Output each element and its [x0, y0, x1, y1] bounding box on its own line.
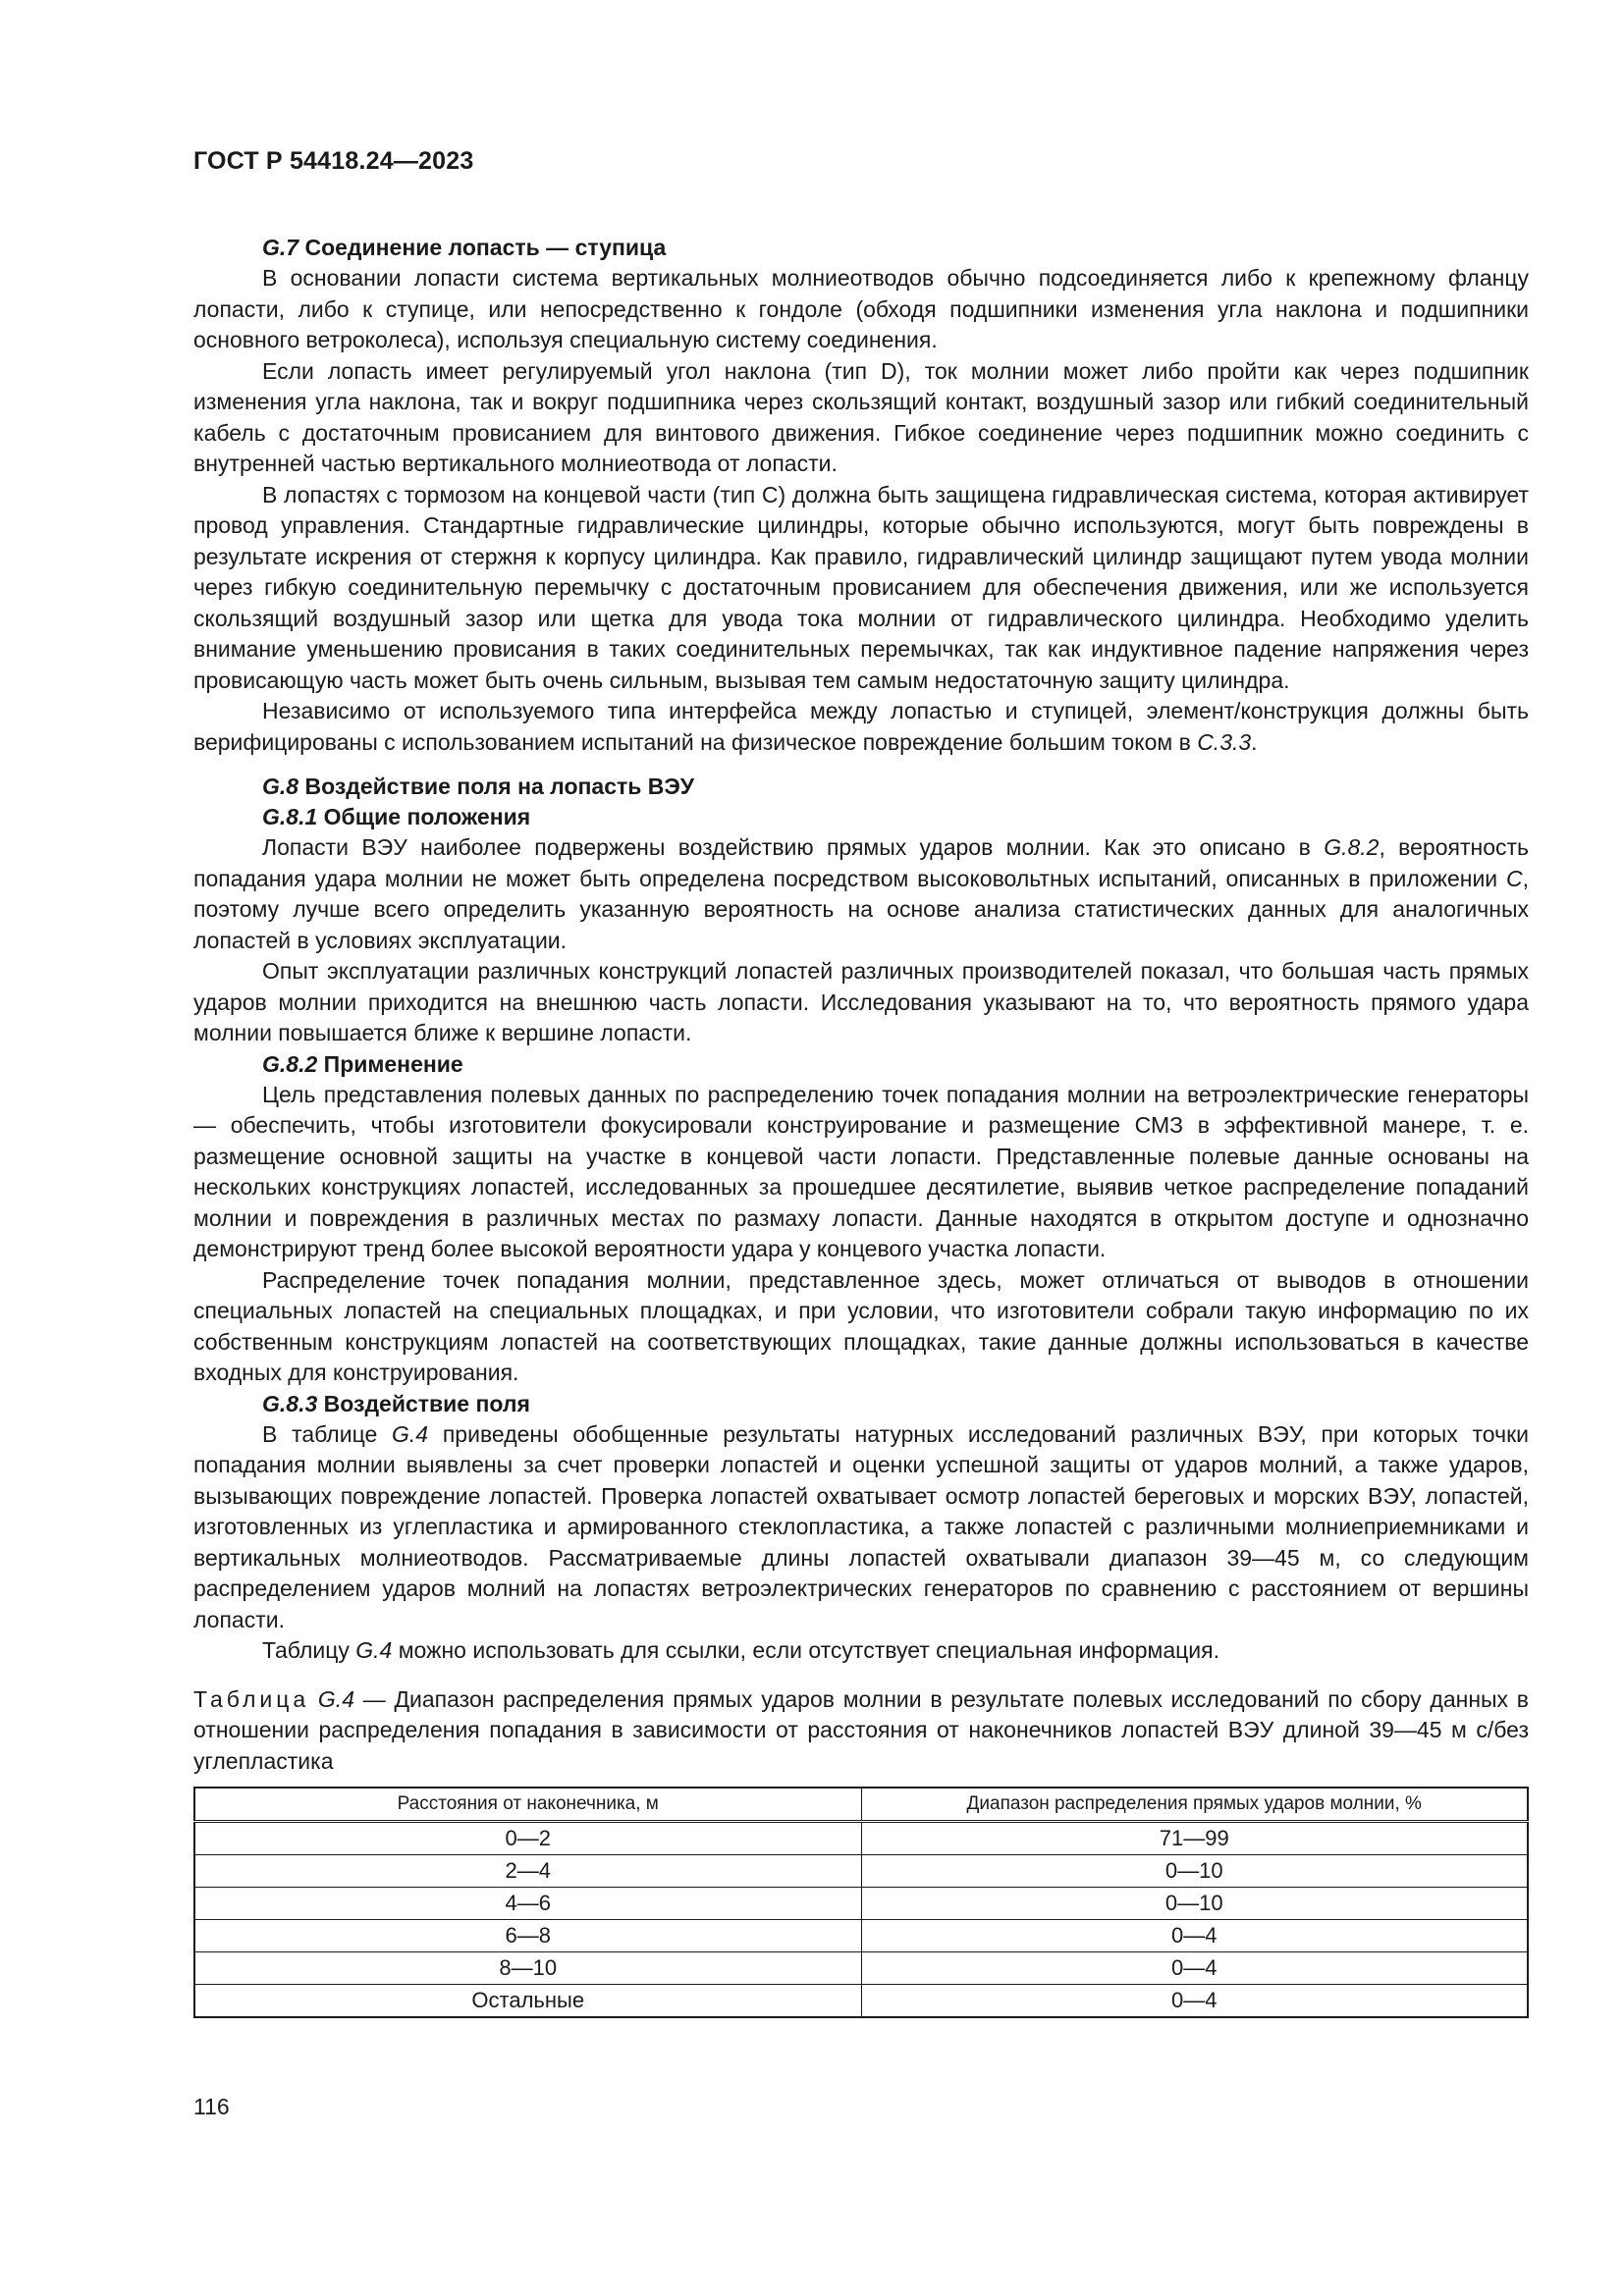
section-heading [193, 233, 1529, 263]
table-row [194, 1888, 1528, 1920]
paragraph-text: В таблице [262, 1420, 393, 1447]
body-paragraph [193, 832, 1529, 956]
body-paragraph [193, 1080, 1529, 1265]
paragraph-text: Если лопасть имеет регулируемый угол наклона (тип D), ток молнии может либо пройти как через подшипник изменения угла наклона, так и вокруг подшипника через скользящий контакт, воздушный зазор или гибкий соединительный кабель с достаточным провисанием для винтового движения. Гибкое соединение через подшипник можно соединить с внутренней частью вертикального молниеотвода от лопасти. [193, 357, 1529, 476]
section-number: G.8.2 [262, 1050, 318, 1077]
paragraph-text: Таблицу [262, 1637, 356, 1663]
section-number: G.8.3 [262, 1390, 318, 1416]
table-row [194, 1822, 1528, 1855]
document-id-header: ГОСТ Р 54418.24—2023 [193, 147, 474, 175]
header-distribution: Диапазон распределения прямых ударов молнии, % [861, 1788, 1528, 1822]
cross-reference: G.4 [355, 1637, 393, 1663]
page-number: 116 [193, 2094, 230, 2119]
distribution-cell: 0—4 [861, 1952, 1528, 1985]
table-header-row [194, 1788, 1528, 1822]
body-paragraph [193, 1635, 1529, 1667]
table-caption-word: Таблица [193, 1685, 310, 1712]
document-body [193, 233, 1529, 1667]
section-heading [193, 772, 1529, 802]
distribution-cell: 0—4 [861, 1985, 1528, 2018]
cross-reference: С.3.3 [1197, 728, 1252, 755]
table-caption-number: G.4 [317, 1685, 354, 1712]
paragraph-text: можно использовать для ссылки, если отсутствует специальная информация. [392, 1637, 1219, 1663]
distribution-cell: 71—99 [861, 1822, 1528, 1855]
paragraph-text: Распределение точек попадания молнии, представленное здесь, может отличаться от выводов в отношении специальных лопастей на специальных площадках, и при условии, что изготовители собрали такую информацию по их собственным конструкциям лопастей на соответствующих площадках, такие данные должны использоваться в качестве входных для конструирования. [193, 1266, 1529, 1385]
cross-reference: G.8.2 [1324, 834, 1380, 860]
document-page [193, 147, 1529, 2018]
section-title: Общие положения [323, 804, 531, 829]
paragraph-text: Независимо от используемого типа интерфейса между лопастью и ступицей, элемент/конструкция должны быть верифицированы с использованием испытаний на физическое повреждение большим током в [193, 698, 1529, 755]
section-heading [193, 802, 1529, 832]
body-paragraph [193, 956, 1529, 1049]
lightning-distribution-table [193, 1787, 1529, 2018]
header-distance: Расстояния от наконечника, м [194, 1788, 861, 1822]
table-caption-text: — Диапазон распределения прямых ударов молнии в результате полевых исследований по сбору данных в отношении распределения попадания в зависимости от расстояния от наконечников лопастей ВЭУ длиной 39—45 м с/без углепластика [193, 1685, 1530, 1774]
paragraph-text: , вероятность попадания удара молнии не может быть определена посредством высоковольтных испытаний, описанных в приложении [193, 834, 1529, 891]
paragraph-text: Лопасти ВЭУ наиболее подвержены воздействию прямых ударов молнии. Как это описано в [262, 834, 1325, 860]
distribution-cell: 0—10 [861, 1855, 1528, 1888]
distance-cell: 4—6 [194, 1888, 861, 1920]
body-paragraph [193, 696, 1529, 758]
section-title: Применение [323, 1050, 463, 1077]
section-title: Воздействие поля на лопасть ВЭУ [304, 774, 695, 799]
table-body [194, 1822, 1528, 2018]
paragraph-text: Цель представления полевых данных по распределению точек попадания молнии на ветроэлектрические генераторы — обеспечить, чтобы изготовители фокусировали конструирование и размещение СМЗ в эффективной манере, т. е. размещение основной защиты на участке в концевой части лопасти. Представленные полевые данные основаны на нескольких конструкциях лопастей, исследованных за прошедшее десятилетие, выявив четкое распределение попаданий молнии и повреждения в различных местах по размаху лопасти. Данные находятся в открытом доступе и однозначно демонстрируют тренд более высокой вероятности удара у концевого участка лопасти. [193, 1081, 1529, 1261]
body-paragraph [193, 1265, 1529, 1389]
distance-cell: 6—8 [194, 1920, 861, 1952]
distribution-cell: 0—10 [861, 1888, 1528, 1920]
section-heading [193, 1049, 1529, 1080]
body-paragraph [193, 480, 1529, 697]
cross-reference: С [1505, 865, 1523, 891]
distribution-cell: 0—4 [861, 1920, 1528, 1952]
distance-cell: 2—4 [194, 1855, 861, 1888]
body-paragraph [193, 1419, 1529, 1636]
paragraph-text: Опыт эксплуатации различных конструкций лопастей различных производителей показал, что большая часть прямых ударов молнии приходится на внешнюю часть лопасти. Исследования указывают на то, что вероятность прямого удара молнии повышается ближе к вершине лопасти. [193, 958, 1529, 1045]
distance-cell: 8—10 [194, 1952, 861, 1985]
table-caption [193, 1684, 1529, 1778]
table-row [194, 1952, 1528, 1985]
table-row [194, 1920, 1528, 1952]
section-heading [193, 1389, 1529, 1419]
section-number: G.8.1 [262, 804, 318, 829]
section-title: Воздействие поля [323, 1390, 530, 1416]
cross-reference: G.4 [392, 1420, 429, 1447]
section-number: G.7 [262, 235, 299, 260]
distance-cell: 0—2 [194, 1822, 861, 1855]
body-paragraph [193, 356, 1529, 480]
table-row [194, 1985, 1528, 2018]
paragraph-text: , поэтому лучше всего определить указанную вероятность на основе анализа статистических данных для аналогичных лопастей в условиях эксплуатации. [193, 865, 1529, 953]
paragraph-text: В лопастях с тормозом на концевой части (тип C) должна быть защищена гидравлическая система, которая активирует провод управления. Стандартные гидравлические цилиндры, которые обычно используются, могут быть повреждены в результате искрения от стержня к корпусу цилиндра. Как правило, гидравлический цилиндр защищают путем увода молнии через гибкую соединительную перемычку с достаточным провисанием для обеспечения движения, или же используется скользящий воздушный зазор или щетка для увода тока молнии от гидравлического цилиндра. Необходимо уделить внимание уменьшению провисания в таких соединительных перемычках, так как индуктивное падение напряжения через провисающую часть может быть очень сильным, вызывая тем самым недостаточную защиту цилиндра. [193, 481, 1529, 693]
section-title: Соединение лопасть — ступица [304, 235, 667, 260]
section-number: G.8 [262, 774, 299, 799]
table-row [194, 1855, 1528, 1888]
paragraph-text: В основании лопасти система вертикальных молниеотводов обычно подсоединяется либо к крепежному фланцу лопасти, либо к ступице, или непосредственно к гондоле (обходя подшипники изменения угла наклона и подшипники основного ветроколеса), используя специальную систему соединения. [193, 265, 1529, 352]
paragraph-text: . [1251, 728, 1258, 755]
distance-cell: Остальные [194, 1985, 861, 2018]
body-paragraph [193, 263, 1529, 356]
paragraph-text: приведены обобщенные результаты натурных исследований различных ВЭУ, при которых точки попадания молнии выявлены за счет проверки лопастей и оценки успешной защиты от ударов молний, а также ударов, вызывающих повреждение лопастей. Проверка лопастей охватывает осмотр лопастей береговых и морских ВЭУ, лопастей, изготовленных из углепластика и армированного стеклопластика, а также лопастей с различными молниеприемниками и вертикальных молниеотводов. Рассматриваемые длины лопастей охватывали диапазон 39—45 м, со следующим распределением ударов молний на лопастях ветроэлектрических генераторов по сравнению с расстоянием от вершины лопасти. [193, 1420, 1529, 1632]
